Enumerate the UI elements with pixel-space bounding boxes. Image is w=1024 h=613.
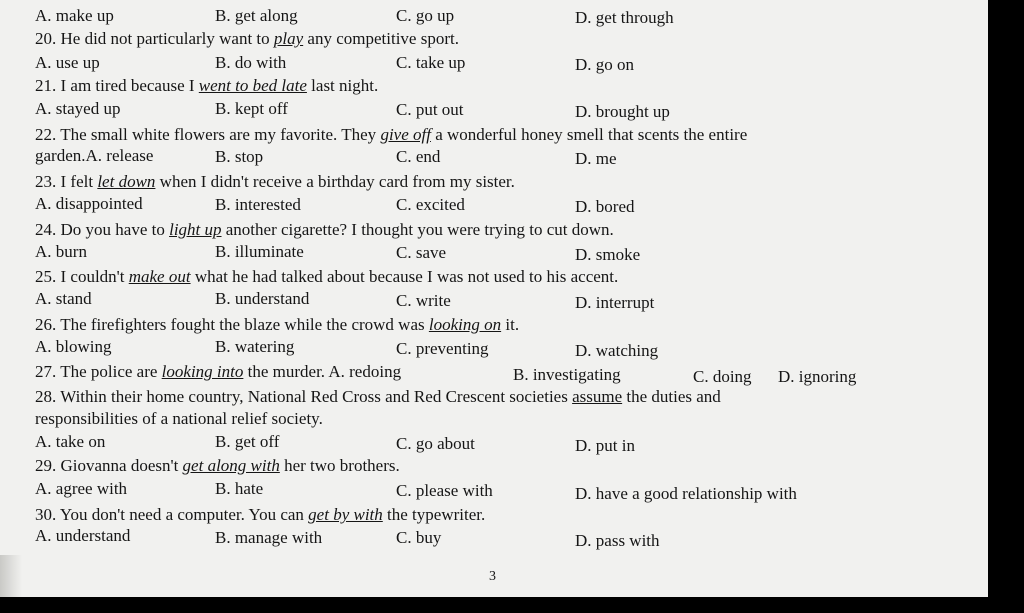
- option-a: A. take on: [35, 432, 106, 451]
- option-c: C. go about: [396, 434, 475, 453]
- option-d: D. get through: [575, 8, 674, 27]
- question-23: 23. I felt let down when I didn't receive a birthday card from my sister.: [35, 172, 515, 191]
- option-a: A. stayed up: [35, 99, 121, 118]
- question-target-phrase: get by with: [308, 505, 383, 524]
- question-target-phrase: get along with: [182, 456, 280, 475]
- option-a: A. stand: [35, 289, 92, 308]
- option-c: C. end: [396, 147, 441, 166]
- option-a: A. make up: [35, 6, 114, 25]
- option-b: B. get off: [215, 432, 280, 451]
- option-b: B. stop: [215, 147, 264, 166]
- question-29: 29. Giovanna doesn't get along with her two brothers.: [35, 456, 400, 475]
- question-27: 27. The police are looking into the murder. A. redoing: [35, 362, 402, 381]
- question-28-continuation: responsibilities of a national relief society.: [35, 409, 323, 428]
- option-c: C. excited: [396, 195, 465, 214]
- question-target-phrase: went to bed late: [198, 76, 307, 95]
- question-target-phrase: give off: [380, 125, 431, 144]
- option-d: D. watching: [575, 341, 659, 360]
- option-a: A. agree with: [35, 479, 128, 498]
- question-20: 20. He did not particularly want to play any competitive sport.: [35, 29, 459, 48]
- option-b: B. watering: [215, 337, 295, 356]
- option-b: B. manage with: [215, 528, 323, 547]
- option-b: B. interested: [215, 195, 301, 214]
- option-b: B. illuminate: [215, 242, 304, 261]
- question-22: 22. The small white flowers are my favorite. They give off a wonderful honey smell that scents the entire: [35, 125, 748, 144]
- option-d: D. have a good relationship with: [575, 484, 797, 503]
- option-c: C. save: [396, 243, 447, 262]
- option-d: D. me: [575, 149, 617, 168]
- option-c: C. doing: [693, 367, 752, 386]
- option-b: B. get along: [215, 6, 298, 25]
- option-a: A. disappointed: [35, 194, 143, 213]
- option-b: B. hate: [215, 479, 264, 498]
- option-d: D. bored: [575, 197, 635, 216]
- question-26: 26. The firefighters fought the blaze while the crowd was looking on it.: [35, 315, 520, 334]
- question-target-phrase: assume: [572, 387, 623, 406]
- option-c: C. preventing: [396, 339, 489, 358]
- option-a: A. blowing: [35, 337, 112, 356]
- question-30: 30. You don't need a computer. You can get by with the typewriter.: [35, 505, 486, 524]
- question-target-phrase: make out: [128, 267, 191, 286]
- option-c: C. buy: [396, 528, 442, 547]
- option-d: D. smoke: [575, 245, 641, 264]
- option-d: D. pass with: [575, 531, 660, 550]
- option-d: D. ignoring: [778, 367, 857, 386]
- question-24: 24. Do you have to light up another cigarette? I thought you were trying to cut down.: [35, 220, 614, 239]
- option-b: B. kept off: [215, 99, 288, 118]
- question-target-phrase: play: [273, 29, 304, 48]
- option-b: B. investigating: [513, 365, 621, 384]
- option-c: C. take up: [396, 53, 466, 72]
- question-target-phrase: let down: [97, 172, 156, 191]
- option-c: C. go up: [396, 6, 455, 25]
- question-target-phrase: looking on: [428, 315, 502, 334]
- option-c: C. please with: [396, 481, 493, 500]
- page-fold-shadow: [0, 555, 22, 597]
- option-c: C. put out: [396, 100, 464, 119]
- option-c: C. write: [396, 291, 451, 310]
- option-d: D. brought up: [575, 102, 670, 121]
- option-b: B. understand: [215, 289, 310, 308]
- option-a: A. use up: [35, 53, 100, 72]
- option-d: D. go on: [575, 55, 635, 74]
- option-a: A. burn: [35, 242, 87, 261]
- page-number: 3: [489, 569, 496, 584]
- question-28: 28. Within their home country, National Red Cross and Red Crescent societies assume the duties and: [35, 387, 721, 406]
- option-a: A. understand: [35, 526, 131, 545]
- question-target-phrase: looking into: [161, 362, 244, 381]
- option-d: D. interrupt: [575, 293, 655, 312]
- question-target-phrase: light up: [169, 220, 222, 239]
- question-22-continuation: garden.A. release: [35, 146, 154, 165]
- option-b: B. do with: [215, 53, 287, 72]
- question-21: 21. I am tired because I went to bed late last night.: [35, 76, 379, 95]
- question-25: 25. I couldn't make out what he had talked about because I was not used to his accent.: [35, 267, 619, 286]
- option-d: D. put in: [575, 436, 635, 455]
